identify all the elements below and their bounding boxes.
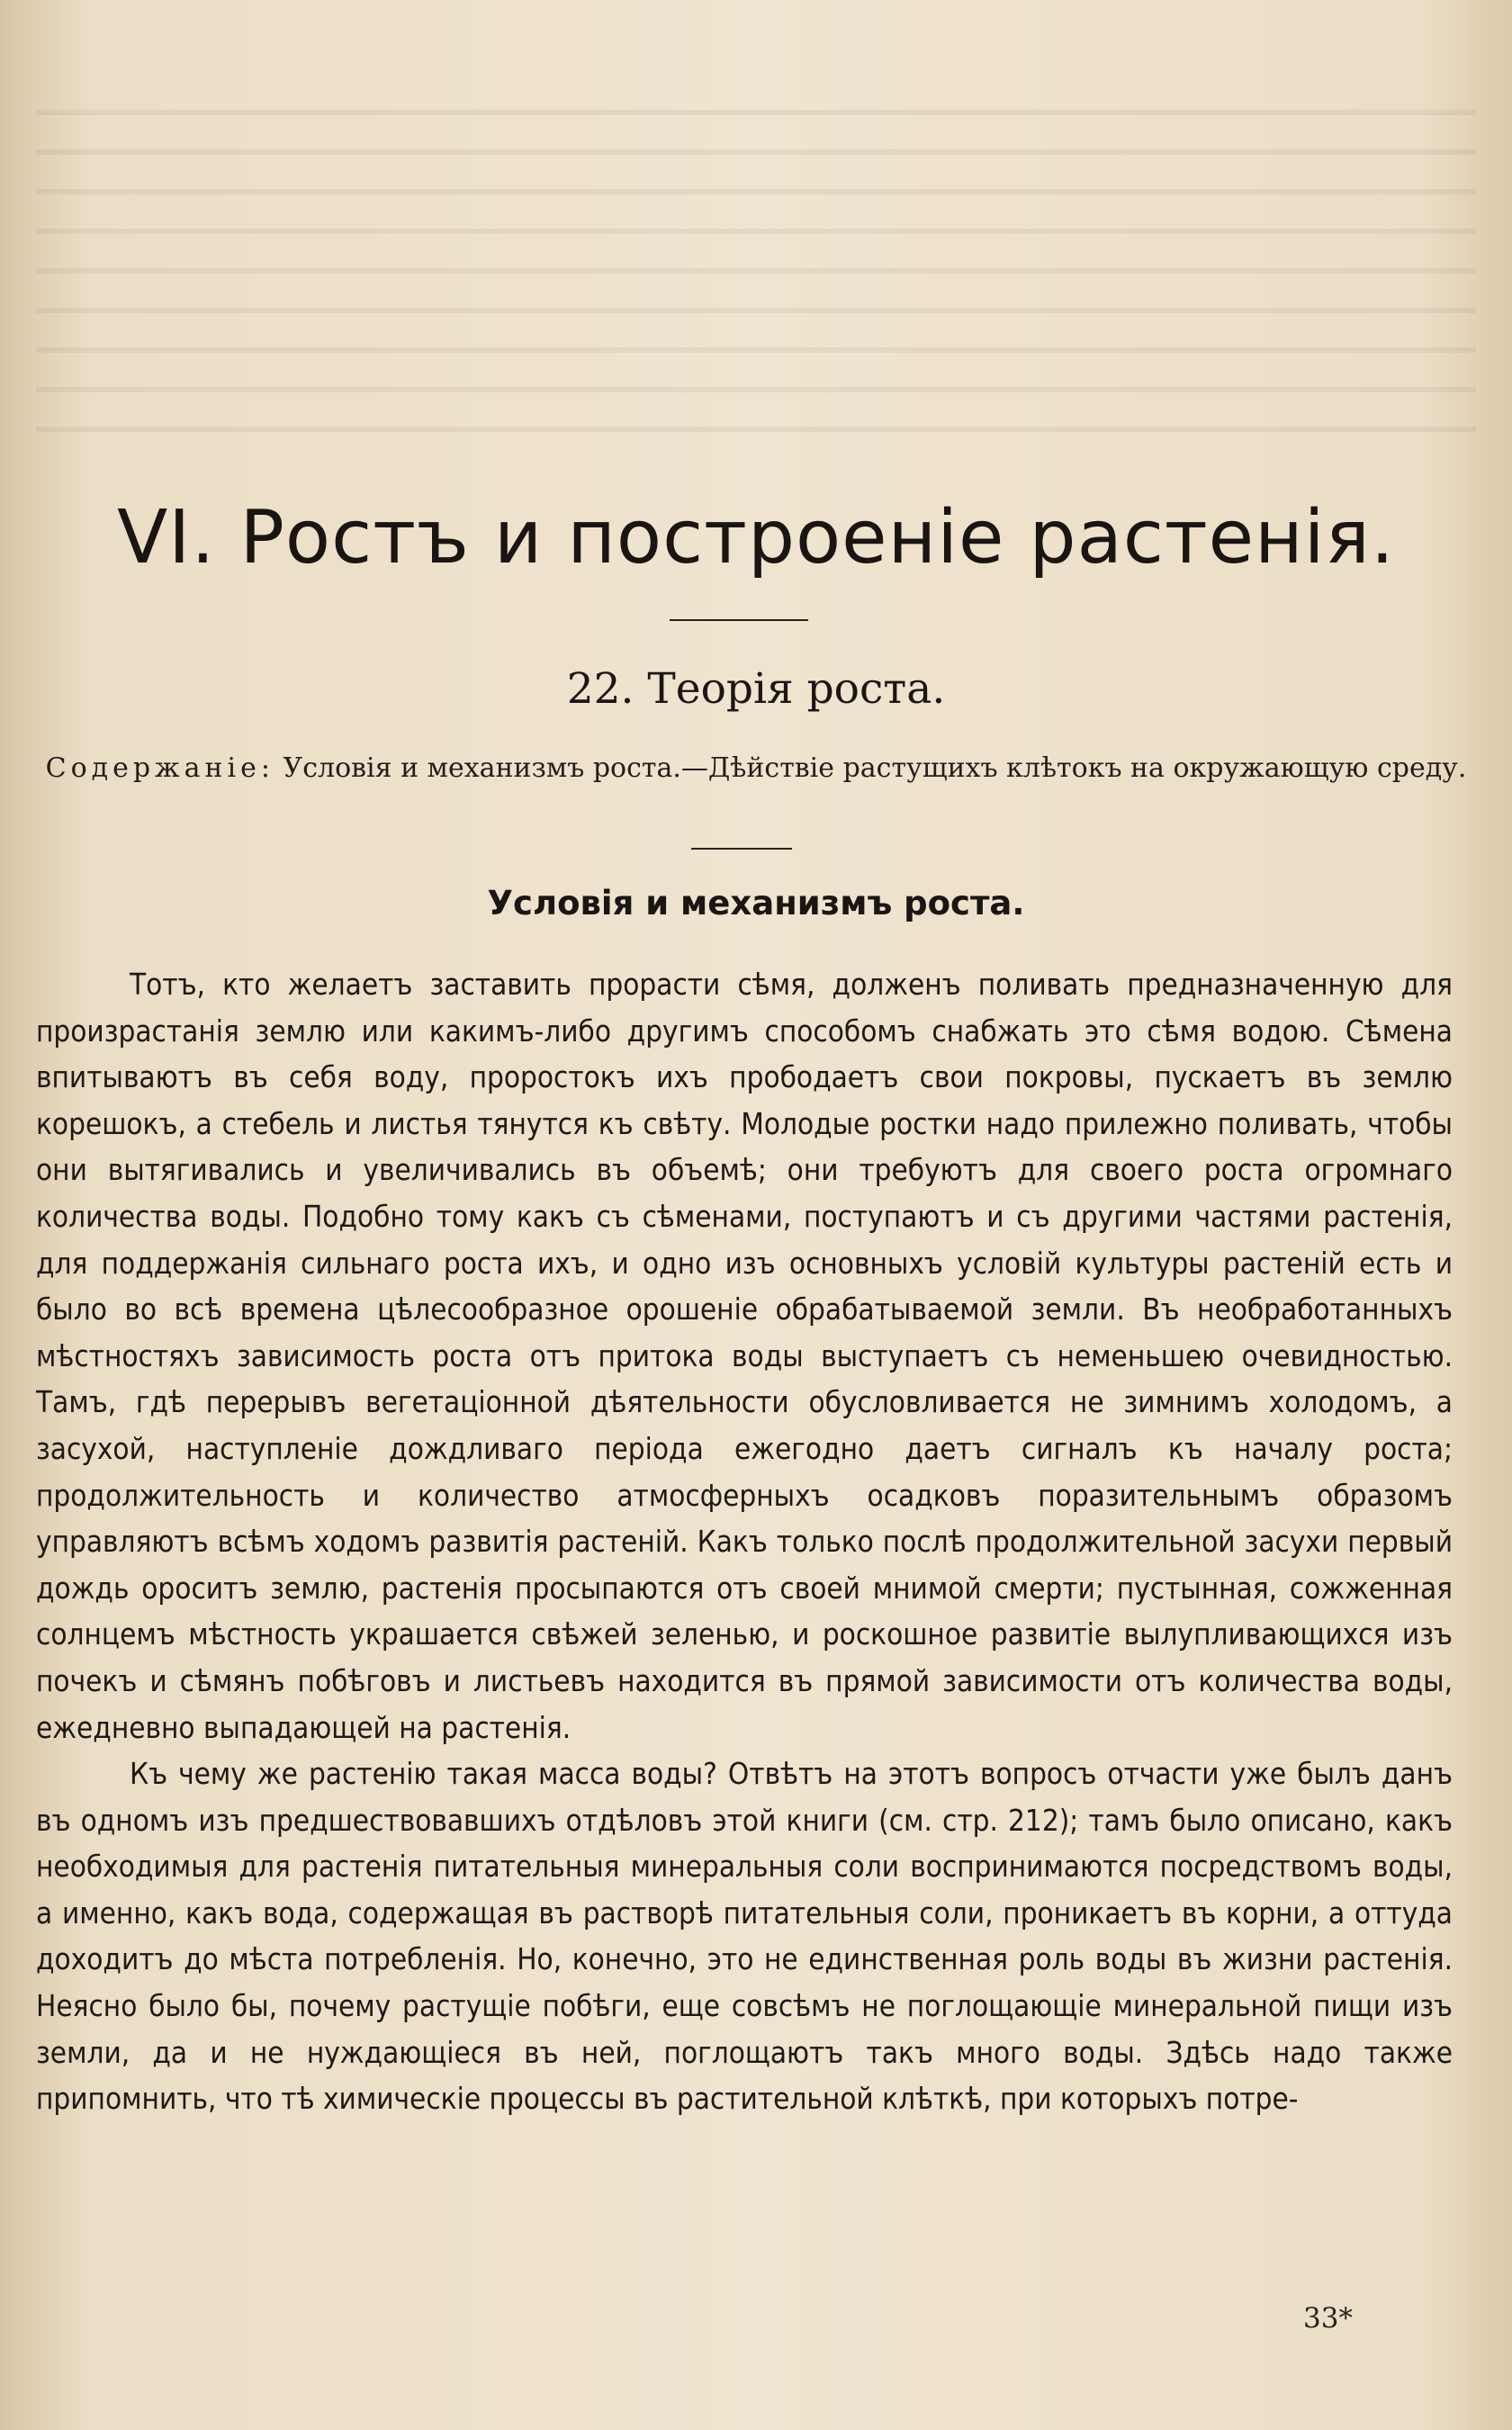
chapter-title: VI. Ростъ и построеніе растенія. bbox=[117, 495, 1395, 580]
section-title: 22. Теорія роста. bbox=[566, 664, 946, 714]
paragraph: Къ чему же растенію такая масса воды? Отвѣтъ на этотъ вопросъ отчасти уже былъ данъ въ одномъ изъ предшествовавшихъ отдѣловъ этой книги (см. стр. 212); тамъ было описано, какъ необходимыя для растенія питательныя минеральныя соли воспринимаются посредствомъ воды, а именно, какъ вода, содержащая въ растворѣ питательныя соли, проникаетъ въ корни, а оттуда доходитъ до мѣста потребленія. Но, конечно, это не единственная роль воды въ жизни растенія. Неясно было бы, почему растущіе побѣги, еще совсѣмъ не поглощающіе минеральной пищи изъ земли, да и не нуждающіеся въ ней, поглощаютъ такъ много воды. Здѣсь надо также припомнить, что тѣ химическіе процессы въ растительной клѣткѣ, при которыхъ потре- bbox=[36, 1756, 1453, 2117]
body-text bbox=[36, 961, 1453, 2122]
contents-summary bbox=[34, 749, 1478, 788]
contents-divider bbox=[691, 848, 792, 850]
contents-label: Содержаніе: bbox=[45, 752, 274, 784]
paragraph: Тотъ, кто желаетъ заставить прорасти сѣмя, долженъ поливать предназначенную для произрастанія землю или какимъ-либо другимъ способомъ снабжать это сѣмя водою. Сѣмена впитываютъ въ себя воду, проростокъ ихъ прободаетъ свои покровы, пускаетъ въ землю корешокъ, а стебель и листья тянутся къ свѣту. Молодые ростки надо прилежно поливать, чтобы они вытягивались и увеличивались въ объемѣ; они требуютъ для своего роста огромнаго количества воды. Подобно тому какъ съ сѣменами, поступаютъ и съ другими частями растенія, для поддержанія сильнаго роста ихъ, и одно изъ основныхъ условій культуры растеній есть и было во всѣ времена цѣлесообразное орошеніе обрабатываемой земли. Въ необработанныхъ мѣстностяхъ зависимость роста отъ притока воды выступаетъ съ неменьшею очевидностью. Тамъ, гдѣ перерывъ вегетаціонной дѣятельности обусловливается не зимнимъ холодомъ, а засухой, наступленіе дождливаго періода ежегодно даетъ сигналъ къ началу роста; продолжительность и количество атмосферныхъ осадковъ поразительнымъ образомъ управляютъ всѣмъ ходомъ развитія растеній. Какъ только послѣ продолжительной засухи первый дождь ороситъ землю, растенія просыпаются отъ своей мнимой смерти; пустынная, сожженная солнцемъ мѣстность украшается свѣжей зеленью, и роскошное развитіе вылупливающихся изъ почекъ и сѣмянъ побѣговъ и листьевъ находится въ прямой зависимости отъ количества воды, ежедневно выпадающей на растенія. bbox=[36, 967, 1453, 1745]
contents-text: Условія и механизмъ роста.—Дѣйствіе растущихъ клѣтокъ на окружающую среду. bbox=[283, 752, 1467, 784]
bleed-through-shadow bbox=[36, 90, 1476, 432]
subheading: Условія и механизмъ роста. bbox=[487, 884, 1025, 922]
page-number: 33* bbox=[1303, 2302, 1353, 2335]
title-divider bbox=[670, 619, 808, 621]
